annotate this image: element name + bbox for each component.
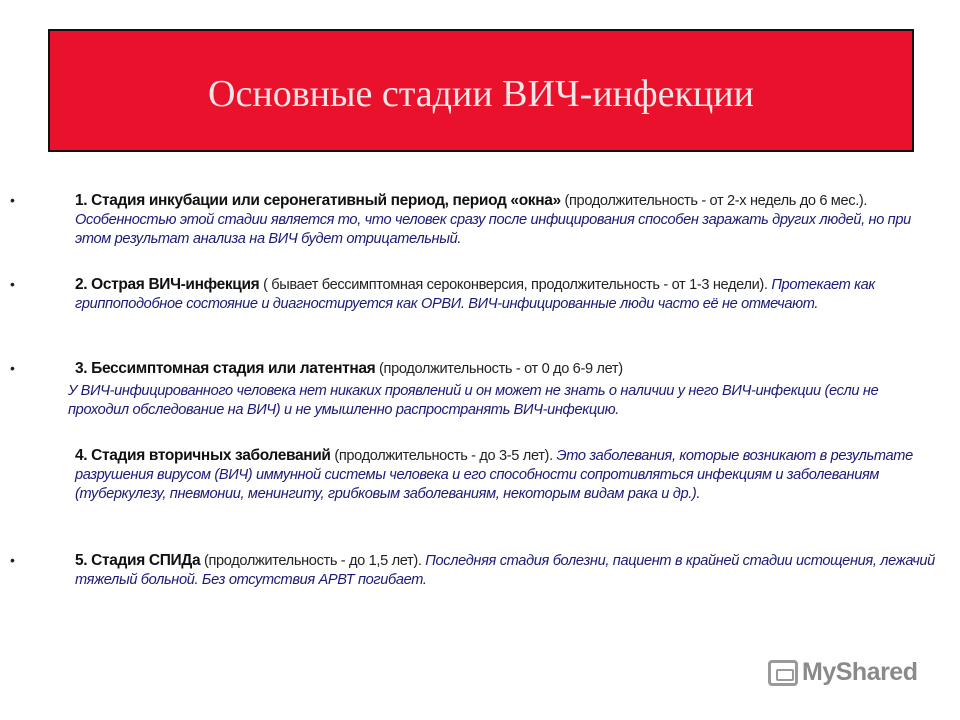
stage-description: У ВИЧ-инфицированного человека нет никаких проявлений и он может не знать о наличии у него ВИЧ-инфекции (если не проходил обследование на ВИЧ) и не умышленно распространять ВИЧ-инфекцию.: [68, 383, 879, 418]
stage-1: [10, 191, 937, 249]
bullet: •: [10, 192, 15, 208]
stage-duration: (продолжительность - до 3-5 лет).: [330, 448, 553, 464]
stage-duration: (продолжительность - до 1,5 лет).: [200, 553, 422, 569]
stage-5: [10, 551, 937, 590]
stage-description: Это заболевания, которые возникают в результате разрушения вирусом (ВИЧ) иммунной системы человека и его способности сопротивляться инфекциям и заболеваниям (туберкулезу, пневмонии, менингиту, грибковым заболеваниям, некоторым видам рака и др.).: [75, 448, 913, 502]
bullet: •: [10, 552, 15, 568]
title-banner: [48, 29, 914, 152]
stage-description: Протекает как гриппоподобное состояние и диагностируется как ОРВИ. ВИЧ-инфицированные люди часто её не отмечают.: [75, 277, 875, 312]
stage-heading: 3. Бессимптомная стадия или латентная: [75, 360, 376, 377]
myshared-watermark: [768, 658, 917, 687]
bullet: •: [10, 360, 15, 376]
stage-heading: 2. Острая ВИЧ-инфекция: [75, 276, 260, 293]
watermark-text: MyShared: [802, 658, 918, 686]
projector-icon: [768, 660, 798, 686]
slide-title: Основные стадии ВИЧ-инфекции: [208, 72, 754, 115]
stage-description: Последняя стадия болезни, пациент в крайней стадии истощения, лежачий тяжелый больной. Без отсутствия АРВТ погибает.: [75, 553, 935, 588]
stage-2: [10, 275, 937, 314]
stage-4: [75, 446, 937, 504]
stage-heading: 4. Стадия вторичных заболеваний: [75, 447, 331, 464]
stage-3: [10, 359, 937, 379]
stage-heading: 5. Стадия СПИДа: [75, 552, 201, 569]
stage-duration: ( бывает бессимптомная сероконверсия, продолжительность - от 1-3 недели).: [259, 277, 768, 293]
stage-duration: (продолжительность - от 2-х недель до 6 мес.).: [560, 193, 868, 209]
stage-duration: (продолжительность - от 0 до 6-9 лет): [375, 361, 623, 377]
stage-heading: 1. Стадия инкубации или серонегативный период, период «окна»: [75, 192, 561, 209]
bullet: •: [10, 276, 15, 292]
stage-description: Особенностью этой стадии является то, что человек сразу после инфицирования способен заражать других людей, но при этом результат анализа на ВИЧ будет отрицательный.: [75, 212, 911, 247]
